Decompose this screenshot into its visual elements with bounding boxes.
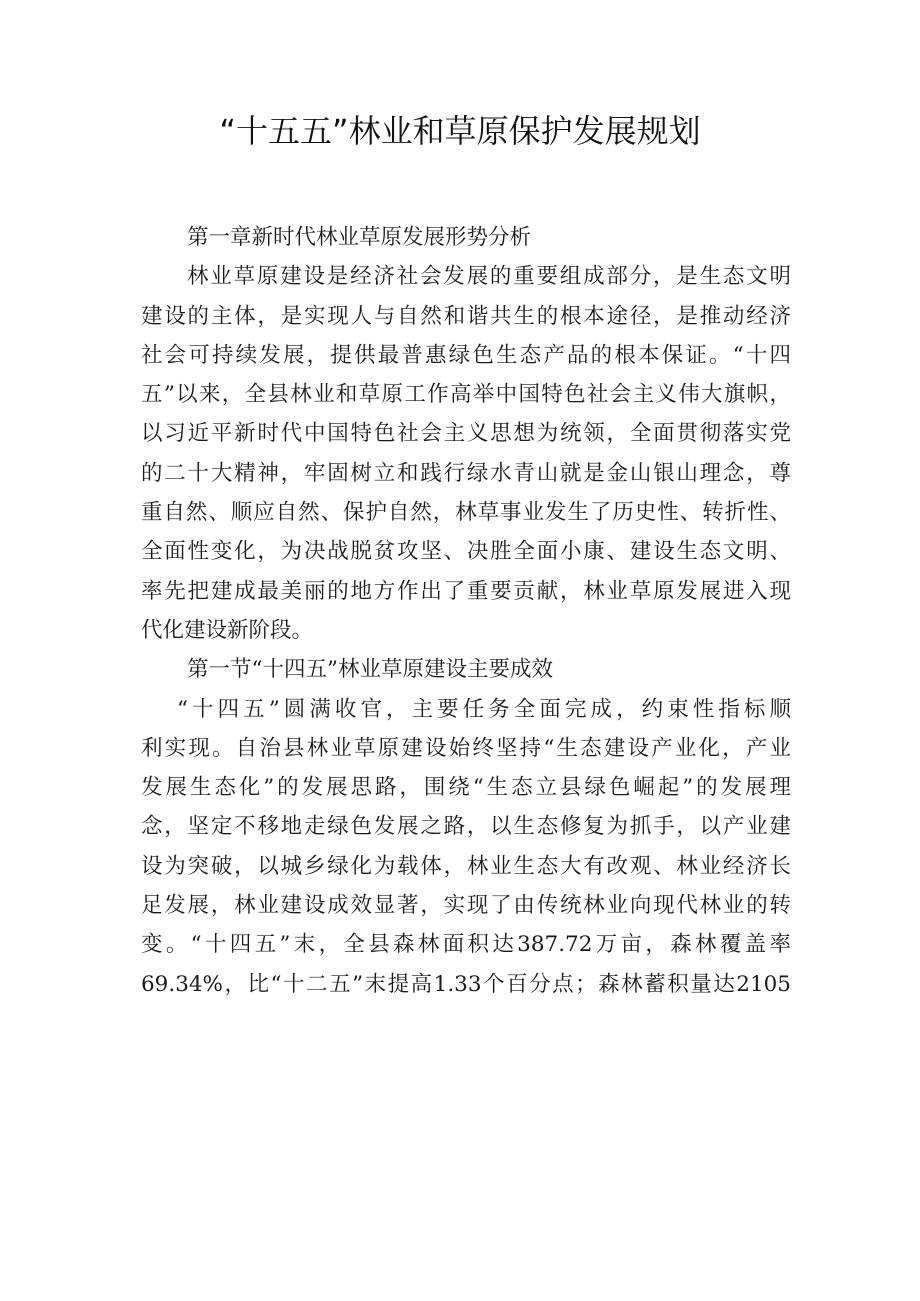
document-body	[141, 218, 791, 1004]
paragraph-line: 全面性变化，为决战脱贫攻坚、决胜全面小康、建设生态文明、	[141, 539, 791, 565]
paragraph-line: 念，坚定不移地走绿色发展之路，以生态修复为抓手，以产业建	[141, 814, 791, 840]
paragraph-line: 社会可持续发展，提供最普惠绿色生态产品的根本保证。“十四	[141, 342, 791, 368]
document-title: “十五五”林业和草原保护发展规划	[219, 112, 701, 150]
paragraph-line: 以习近平新时代中国特色社会主义思想为统领，全面贯彻落实党	[141, 421, 791, 447]
paragraph-line: 率先把建成最美丽的地方作出了重要贡献，林业草原发展进入现	[141, 578, 791, 604]
paragraph-line: 利实现。自治县林业草原建设始终坚持“生态建设产业化，产业	[141, 735, 791, 761]
paragraph-line: 设为突破，以城乡绿化为载体，林业生态大有改观、林业经济长	[141, 853, 791, 879]
paragraph-2	[141, 690, 791, 1004]
paragraph-line: 林业草原建设是经济社会发展的重要组成部分，是生态文明	[187, 264, 791, 290]
paragraph-line: 69.34%，比“十二五”末提高1.33个百分点；森林蓄积量达2105	[141, 971, 791, 997]
paragraph-line: 发展生态化”的发展思路，围绕“生态立县绿色崛起”的发展理	[141, 775, 791, 801]
paragraph-line: 建设的主体，是实现人与自然和谐共生的根本途径，是推动经济	[141, 303, 791, 329]
paragraph-line: 代化建设新阶段。	[141, 617, 314, 643]
paragraph-line: 五”以来，全县林业和草原工作高举中国特色社会主义伟大旗帜，	[141, 382, 791, 408]
chapter-heading: 第一章新时代林业草原发展形势分析	[187, 225, 532, 250]
paragraph-line: 变。“十四五”末，全县森林面积达387.72万亩，森林覆盖率	[141, 932, 791, 958]
paragraph-line: 足发展，林业建设成效显著，实现了由传统林业向现代林业的转	[141, 893, 791, 919]
paragraph-line: “十四五”圆满收官，主要任务全面完成，约束性指标顺	[177, 696, 791, 722]
paragraph-line: 重自然、顺应自然、保护自然，林草事业发生了历史性、转折性、	[141, 500, 791, 526]
paragraph-line: 的二十大精神，牢固树立和践行绿水青山就是金山银山理念，尊	[141, 460, 791, 486]
section-heading: 第一节“十四五”林业草原建设主要成效	[187, 657, 553, 683]
paragraph-1	[141, 257, 791, 650]
